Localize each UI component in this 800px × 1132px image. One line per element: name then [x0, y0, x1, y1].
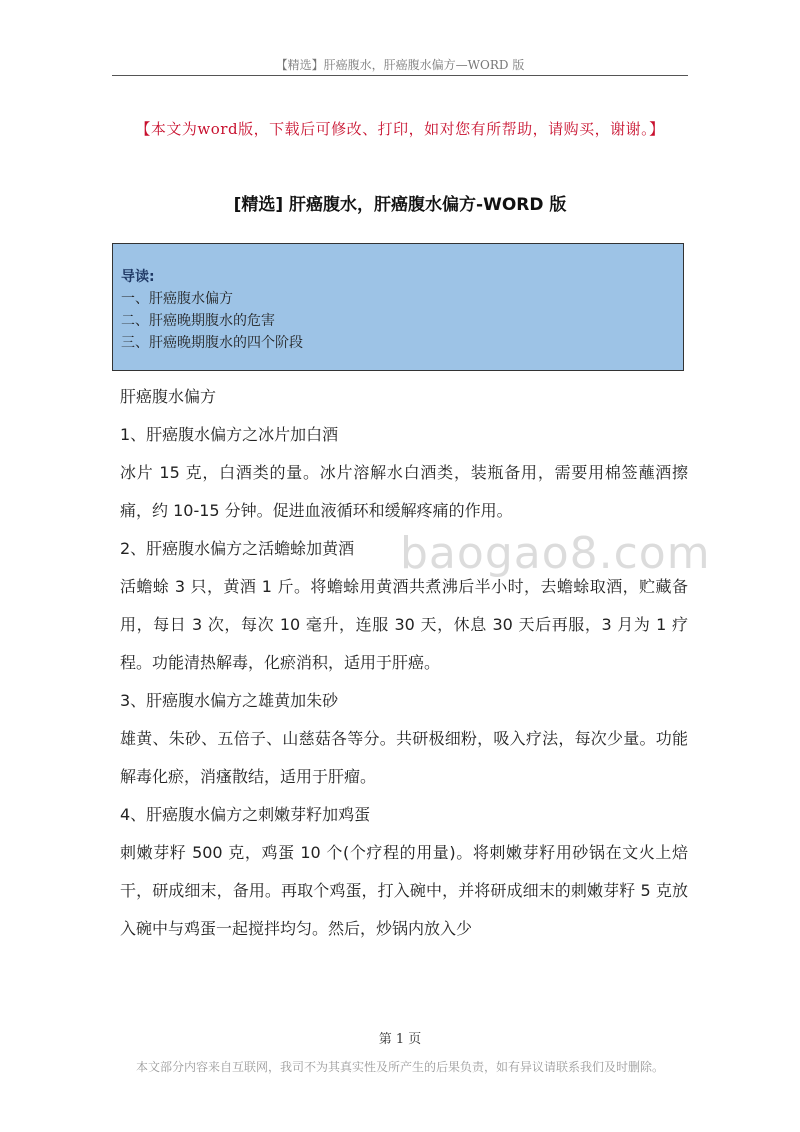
remedy-text-4: 刺嫩芽籽 500 克，鸡蛋 10 个(个疗程的用量)。将刺嫩芽籽用砂锅在文火上焙干，研成细末，备用。再取个鸡蛋，打入碗中，并将研成细末的刺嫩芽籽 5 克放入碗中与鸡蛋一起搅拌均匀。然后，炒锅内放入少 [120, 843, 688, 938]
guide-box [112, 243, 684, 371]
header-divider [112, 75, 688, 76]
remedy-heading-2: 2、肝癌腹水偏方之活蟾蜍加黄酒 [120, 539, 355, 558]
section-heading: 肝癌腹水偏方 [120, 387, 217, 406]
remedy-heading-3: 3、肝癌腹水偏方之雄黄加朱砂 [120, 691, 339, 710]
page-number: 第 1 页 [378, 1032, 422, 1047]
guide-item-1: 一、肝癌腹水偏方 [121, 291, 233, 307]
document-title: [精选] 肝癌腹水，肝癌腹水偏方-WORD 版 [233, 195, 567, 215]
document-body [120, 378, 688, 948]
remedy-heading-1: 1、肝癌腹水偏方之冰片加白酒 [120, 425, 339, 444]
remedy-text-2: 活蟾蜍 3 只，黄酒 1 斤。将蟾蜍用黄酒共煮沸后半小时，去蟾蜍取酒，贮藏备用，每日 3 次，每次 10 毫升，连服 30 天，休息 30 天后再服，3 月为 1 疗程。功能清热解毒，化瘀消积，适用于肝癌。 [120, 577, 688, 672]
guide-item-3: 三、肝癌晚期腹水的四个阶段 [121, 335, 303, 351]
remedy-text-3: 雄黄、朱砂、五倍子、山慈菇各等分。共研极细粉，吸入疗法，每次少量。功能解毒化瘀，消瘙散结，适用于肝瘤。 [120, 729, 688, 786]
remedy-text-1: 冰片 15 克，白酒类的量。冰片溶解水白酒类，装瓶备用，需要用棉签蘸酒擦痛，约 10-15 分钟。促进血液循环和缓解疼痛的作用。 [120, 463, 688, 520]
page-footer: 本文部分内容来自互联网，我司不为其真实性及所产生的后果负责，如有异议请联系我们及时删除。 [135, 1060, 664, 1074]
page-header: 【精选】肝癌腹水，肝癌腹水偏方—WORD 版 [275, 58, 525, 72]
remedy-heading-4: 4、肝癌腹水偏方之刺嫩芽籽加鸡蛋 [120, 805, 371, 824]
watermark: baogao8.com [400, 528, 711, 579]
guide-heading: 导读: [121, 269, 155, 285]
guide-item-2: 二、肝癌晚期腹水的危害 [121, 313, 275, 329]
purchase-notice: 【本文为word版，下载后可修改、打印，如对您有所帮助，请购买，谢谢。】 [135, 120, 665, 138]
